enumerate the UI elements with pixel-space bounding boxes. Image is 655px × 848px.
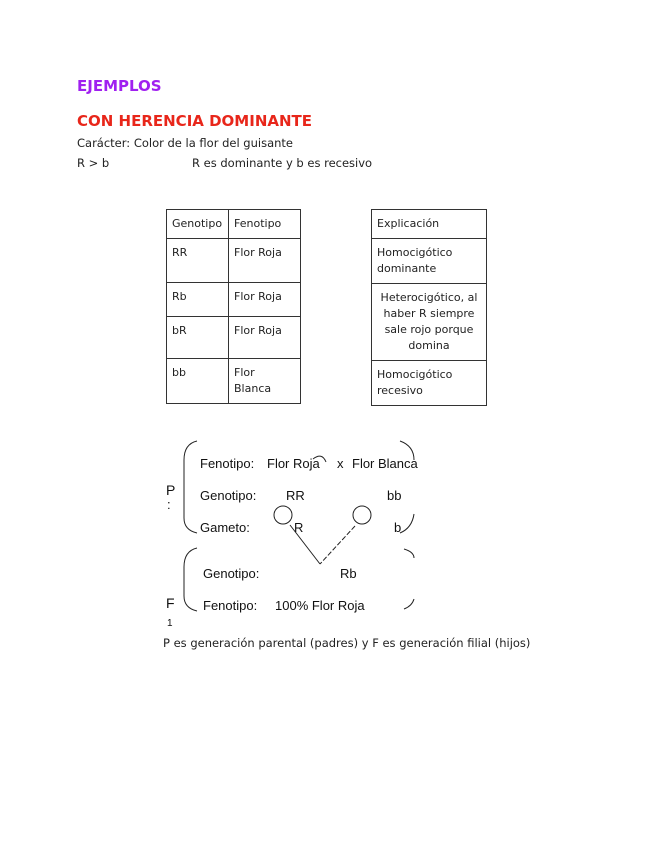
heading-herencia-dominante: CON HERENCIA DOMINANTE xyxy=(77,112,313,130)
genotipo-cell: bb xyxy=(167,359,229,404)
caracter-text: Carácter: Color de la flor del guisante xyxy=(77,136,294,150)
p-genotipo-left: RR xyxy=(286,488,305,503)
f-subscript: 1 xyxy=(167,618,173,629)
f-label: F xyxy=(166,595,175,611)
gamete-line-right xyxy=(320,526,355,564)
p-genotipo-right: bb xyxy=(387,488,402,503)
p-genotipo-label: Genotipo: xyxy=(200,488,257,503)
p-fenotipo-right: Flor Blanca xyxy=(352,456,418,471)
f-right-top-curve xyxy=(404,549,414,558)
footnote: P es generación parental (padres) y F es generación filial (hijos) xyxy=(163,636,531,650)
fenotipo-cell: Flor Roja xyxy=(229,283,301,317)
fenotipo-cell: Flor Roja xyxy=(229,239,301,283)
explicacion-cell: Homocigótico recesivo xyxy=(372,361,487,406)
header-fenotipo: Fenotipo xyxy=(229,210,301,239)
f-right-bottom-curve xyxy=(404,599,414,609)
f-fenotipo-value: 100% Flor Roja xyxy=(275,598,365,613)
p-colon: : xyxy=(167,497,171,512)
gamete-circle-right xyxy=(353,506,371,524)
p-left-brace xyxy=(184,441,197,533)
fenotipo-cell: Flor Blanca xyxy=(229,359,301,404)
gameto-left: R xyxy=(294,520,304,535)
gamete-circle-left xyxy=(274,506,292,524)
p-fenotipo-left: Flor Roja xyxy=(267,456,320,471)
explicacion-cell: Heterocigótico, al haber R siempre sale rojo porque domina xyxy=(372,284,487,361)
heading-ejemplos: EJEMPLOS xyxy=(77,77,162,95)
f-left-brace xyxy=(184,548,197,611)
genotipo-cell: bR xyxy=(167,317,229,359)
gameto-right: b xyxy=(394,520,402,535)
p-label: P xyxy=(166,482,176,498)
header-genotipo: Genotipo xyxy=(167,210,229,239)
dominance-note: R es dominante y b es recesivo xyxy=(192,156,373,170)
genotipo-cell: RR xyxy=(167,239,229,283)
f-genotipo-value: Rb xyxy=(340,566,357,581)
f-genotipo-label: Genotipo: xyxy=(203,566,260,581)
f-fenotipo-label: Fenotipo: xyxy=(203,598,258,613)
relation-text: R > b xyxy=(77,156,110,170)
gameto-label: Gameto: xyxy=(200,520,250,535)
p-fenotipo-label: Fenotipo: xyxy=(200,456,255,471)
explicacion-cell: Homocigótico dominante xyxy=(372,239,487,284)
header-explicacion: Explicación xyxy=(372,210,487,239)
genotipo-cell: Rb xyxy=(167,283,229,317)
cross-symbol: x xyxy=(337,456,344,471)
fenotipo-cell: Flor Roja xyxy=(229,317,301,359)
p-right-bottom-curve xyxy=(400,514,414,533)
